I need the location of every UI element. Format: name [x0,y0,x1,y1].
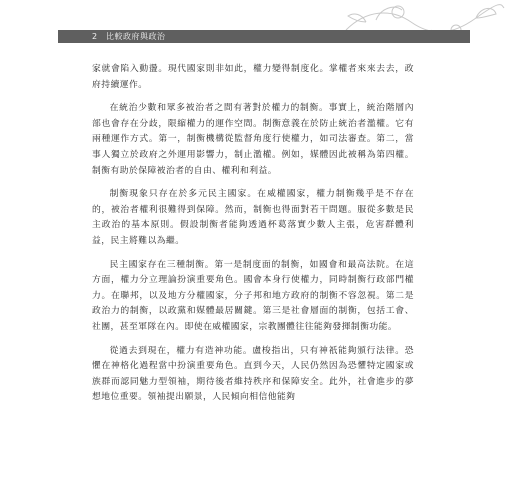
paragraph-continued: 家就會陷入動盪。現代國家則非如此，權力變得制度化。掌權者來來去去，政府持續運作。 [92,64,414,90]
paragraph: 從過去到現在，權力有造神功能。盧梭指出，只有神祇能夠頒行法律。恐懼在神格化過程當中扮演重要角色。直到今天，人民仍然因為恐懼特定國家或族群而認同魅力型領袖，期待後者維持秩序和保障安全。此外，社會進步的夢想地位重要。領袖提出願景，人民傾向相信他能夠 [92,345,414,403]
paragraph: 民主國家存在三種制衡。第一是制度面的制衡，如國會和最高法院。在這方面，權力分立理論扮演重要角色。國會本身行使權力，同時制衡行政部門權力。在聯邦，以及地方分權國家，分子邦和地方政府的制衡不容忽視。第二是政治力的制衡，以政黨和媒體最居關鍵。第三是社會層面的制衡，包括工會、社團，甚至軍隊在內。即使在威權國家，宗教團體往往能夠發揮制衡功能。 [92,259,414,332]
paragraph: 制衡現象只存在於多元民主國家。在威權國家，權力制衡幾乎是不存在的，被治者權利很難得到保障。然而，制衡也得面對若干問題。服從多數是民主政治的基本原則。假設制衡者能夠透過杯葛落實少數人主張，危害群體利益，民主將難以為繼。 [92,189,414,246]
running-header [58,30,470,43]
page-number: 2 [92,32,98,41]
body-text [92,62,414,414]
paragraph: 在統治少數和眾多被治者之間有著對於權力的制衡。事實上，統治階層內部也會存在分歧，限縮權力的運作空間。制衡意義在於防止統治者濫權。它有兩種運作方式。第一，制衡機構從監督角度行使權力，如司法審查。第二，當事人獨立於政府之外運用影響力，制止濫權。例如，媒體因此被稱為第四權。制衡有助於保障被治者的自由、權利和利益。 [92,103,414,176]
book-title: 比較政府與政治 [106,32,166,41]
